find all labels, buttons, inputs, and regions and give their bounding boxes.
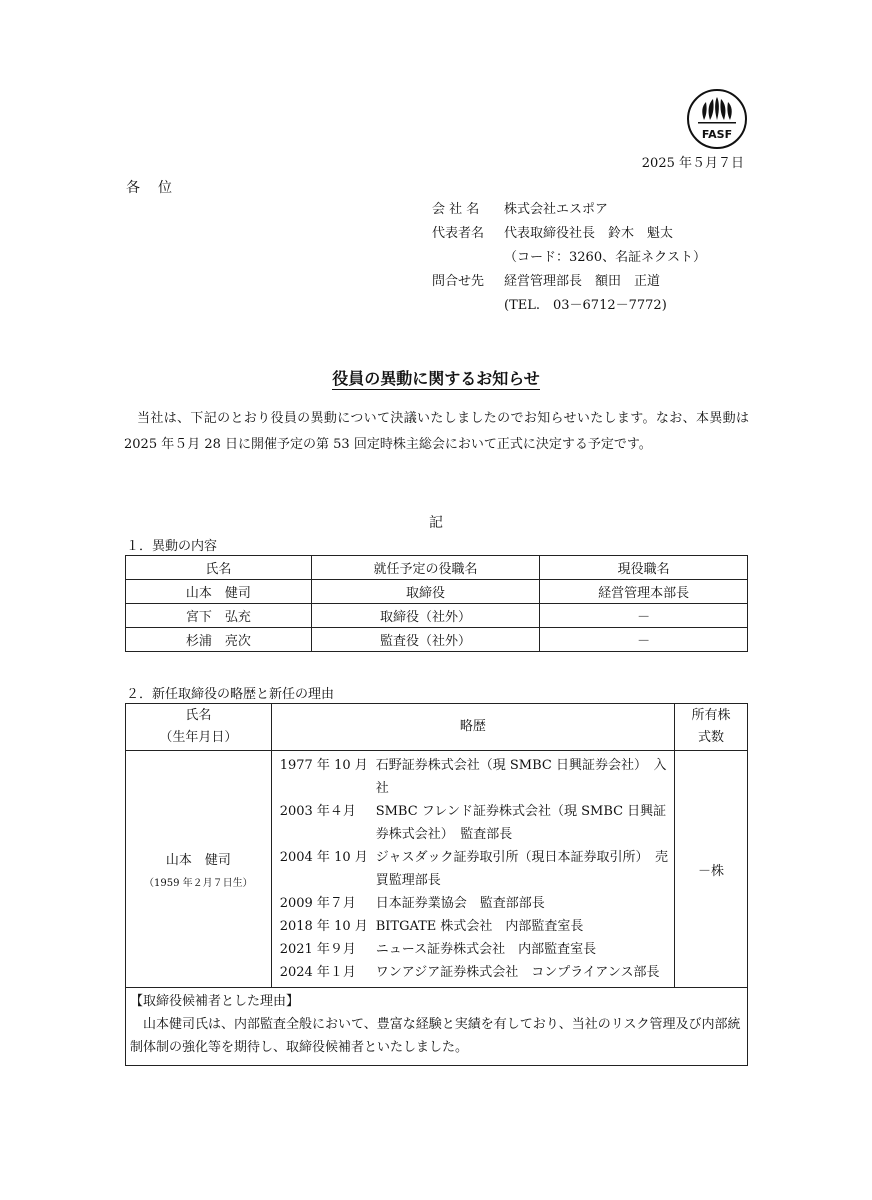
- career-desc: 石野証券株式会社（現 SMBC 日興証券会社） 入社: [375, 758, 667, 796]
- career-item: [280, 800, 674, 846]
- header-shares-cell: [675, 704, 748, 751]
- career-desc: ワンアジア証券株式会社 コンプライアンス部長: [375, 965, 660, 980]
- ki-marker: 記: [429, 515, 443, 531]
- career-item: [280, 846, 674, 892]
- issuer-value: （コード：3260、名証ネクスト）: [504, 250, 706, 265]
- career-date: 1977 年 10 月: [279, 758, 368, 773]
- document-title: [0, 366, 872, 389]
- table-header-row: [126, 556, 748, 580]
- table-row: [126, 580, 748, 604]
- career-date: 2021 年９月: [279, 942, 356, 957]
- issuer-value: 代表取締役社長 鈴木 魁太: [504, 226, 674, 241]
- cell-current-position: －: [540, 604, 748, 628]
- career-item: [280, 915, 674, 938]
- cell-current-position: 経営管理本部長: [540, 580, 748, 604]
- career-item: [280, 938, 674, 961]
- header-current-position: 現役職名: [540, 556, 748, 580]
- career-date: 2009 年７月: [279, 896, 356, 911]
- document-title-text: 役員の異動に関するお知らせ: [332, 369, 540, 388]
- cell-name: 山本 健司: [126, 580, 312, 604]
- header-name-cell: [126, 704, 272, 751]
- candidate-name-cell: [126, 751, 272, 988]
- section1-heading: １．異動の内容: [126, 539, 218, 554]
- career-desc: BITGATE 株式会社 内部監査室長: [375, 919, 584, 934]
- cell-new-position: 監査役（社外）: [311, 628, 540, 652]
- career-desc: 日本証券業協会 監査部部長: [375, 896, 545, 911]
- career-item: [280, 754, 674, 800]
- issuer-company-row: [432, 198, 608, 217]
- issuer-contact-row: [432, 270, 660, 289]
- career-desc: ニュース証券株式会社 内部監査室長: [375, 942, 597, 957]
- director-career-table: [125, 703, 748, 1066]
- table-row: [126, 604, 748, 628]
- shares-owned: －株: [675, 751, 748, 988]
- career-date: 2024 年１月: [279, 965, 356, 980]
- reason-title: 【取締役候補者とした理由】: [130, 994, 300, 1009]
- issuer-value: 株式会社エスポア: [504, 202, 609, 217]
- candidate-name: 山本 健司: [165, 853, 231, 868]
- issuer-key: 問合せ先: [432, 274, 485, 289]
- document-date: 2025 年５月７日: [641, 156, 744, 171]
- reason-cell: [126, 988, 748, 1066]
- header-career: 略歴: [271, 704, 674, 751]
- candidate-birthdate: （1959 年２月７日生）: [144, 878, 253, 889]
- logo-text: FASF: [701, 128, 733, 141]
- officer-changes-table: [125, 555, 748, 652]
- issuer-representative-row: [432, 222, 673, 241]
- cell-new-position: 取締役: [311, 580, 540, 604]
- issuer-value: 経営管理部長 額田 正道: [504, 274, 661, 289]
- career-item: [280, 961, 674, 984]
- table-row: [126, 628, 748, 652]
- cell-name: 宮下 弘充: [126, 604, 312, 628]
- issuer-tel-row: [432, 294, 667, 313]
- section2-heading: ２．新任取締役の略歴と新任の理由: [126, 687, 335, 702]
- issuer-code-row: [432, 246, 706, 265]
- issuer-value: (TEL. 03－6712－7772): [504, 298, 667, 313]
- cell-name: 杉浦 亮次: [126, 628, 312, 652]
- career-date: 2018 年 10 月: [279, 919, 368, 934]
- reason-row: [126, 988, 748, 1066]
- table-row: [126, 751, 748, 988]
- reason-text: 山本健司氏は、内部監査全般において、豊富な経験と実績を有しており、当社のリスク管理及び内部統制体制の強化等を期待し、取締役候補者といたしました。: [130, 1017, 741, 1055]
- header-name: 氏名: [185, 708, 212, 723]
- header-shares-line2: 式数: [698, 730, 725, 745]
- cell-new-position: 取締役（社外）: [311, 604, 540, 628]
- career-item: [280, 892, 674, 915]
- career-list: [271, 751, 674, 988]
- header-shares-line1: 所有株: [691, 708, 731, 723]
- header-new-position: 就任予定の役職名: [311, 556, 540, 580]
- career-date: 2004 年 10 月: [279, 850, 368, 865]
- header-name: 氏名: [126, 556, 312, 580]
- issuer-key: 会 社 名: [432, 202, 480, 217]
- issuer-key: 代表者名: [432, 226, 485, 241]
- header-birthdate: （生年月日）: [159, 730, 238, 745]
- career-date: 2003 年４月: [279, 804, 356, 819]
- recipient-line: 各 位: [126, 180, 174, 196]
- body-paragraph: 当社は、下記のとおり役員の異動について決議いたしましたのでお知らせいたします。なお、本異動は 2025 年５月 28 日に開催予定の第 53 回定時株主総会において正式に決定する予定です。: [124, 411, 749, 452]
- career-desc: ジャスダック証券取引所（現日本証券取引所） 売買監理部長: [375, 850, 668, 888]
- career-desc: SMBC フレンド証券株式会社（現 SMBC 日興証券株式会社） 監査部長: [375, 804, 667, 842]
- table-header-row: [126, 704, 748, 751]
- cell-current-position: －: [540, 628, 748, 652]
- fasf-logo: [686, 88, 748, 150]
